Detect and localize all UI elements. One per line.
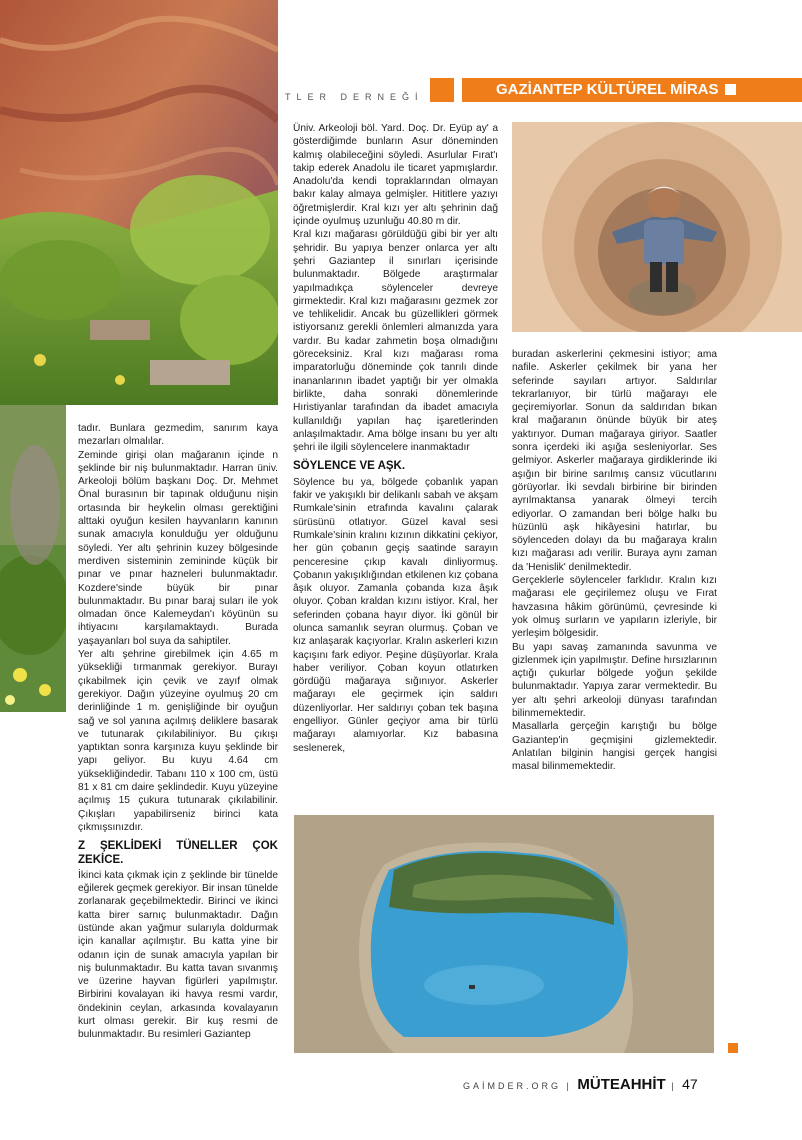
paragraph: tadır. Bunlara gezmedim, sanırım kaya mezarları olmalılar. bbox=[78, 423, 278, 448]
text-column-middle bbox=[293, 122, 498, 755]
paragraph: buradan askerlerini çekmesini istiyor; ama nafile. Askerler çekilmek bir yana her seferinde sayıları artıyor. Saldırılar tekrarlanıyor, bir türlü mağarayı ele geçiremiyorlar. Sonun da saldırıdan bıkan kral mağaranın önünde büyük bir ateş yaktırıyor. Duman mağaraya giriyor. Saatler sonra içerdeki iki aşığa sesleniyorlar. Ses gelmiyor. Askerler mağaraya girdiklerinde iki aşığın bir birine sarılmış cansız vücutlarını görüyorlar. İki sevdalı birbirine bir birinden ayrılmaktansa yanarak ölmeyi tercih ediyorlar. O zamandan beri bölge halkı bu hüzünlü aşk hikâyesini hatırlar, bu söylenceden dolayı da bu mağaraya kralın kızı mağarası adı verilir. Buraya aynı zaman da 'Henislik' denilmektedir. bbox=[512, 349, 717, 573]
paragraph: İkinci kata çıkmak için z şeklinde bir tünelde eğilerek geçmek gerekiyor. Bir insan tünelde zorlanarak geçebilmektedir. Birinci ve ikinci katta birer sarnıç bulunmaktadır. Dağın üstünde akan yağmur sularıyla doldurmak için kanallar açılmıştır. Bu katta yine bir odanın için de sunak amacıyla yapılan bir niş bulunmaktadır. Bu katta tavan sıvanmış ve üzerine hayvan figürleri yapılmıştır. Birbirini kovalayan iki havya resmi vardır, öndekinin ceylan, arkasında kovalayanın kurt olması gerekir. Bir kuş resmi de bulunmaktadır. Bu resimleri Gaziantep bbox=[78, 869, 278, 1041]
paragraph: Zeminde girişi olan mağaranın içinde n şeklinde bir niş bulunmaktadır. Harran üniv. Arkeoloji bölüm başkanı Doç. Dr. Mehmet Önal burasının bir tapınak olduğunu nişin ortasında bir heykelin olması gerektiğini alttaki oyuğun kesilen hayvanların kanının sunak amacıyla konulduğu yer olduğunu söyledi. Yer altı şehrinin kuzey bölgesinde merdiven sisteminin zemininde küçük bir pınar ve pınar hazneleri bulunmaktadır. Kozdere'sinde büyük bir pınar bulunmaktadır. Bu pınar baraj suları ile yok olmadan önce Kalemeydan'ı köyünün su ihtiyacını karşılamaktaydı. Burada yaşayanları bol suya da sahiptiler. bbox=[78, 449, 278, 647]
paragraph: Bu yapı savaş zamanında savunma ve gizlenmek için yapılmıştır. Define hırsızlarının açtığı çukurlar bölgede yoğun şekilde bulunmaktadır. Yapıya zarar vermektedir. Bu yer altı şehri arkeoloji dünyası tarafından bilinmemektedir. bbox=[512, 641, 717, 720]
title-square-icon bbox=[725, 84, 736, 95]
magazine-brand: MÜTEAHHİT bbox=[577, 1076, 666, 1093]
text-column-right bbox=[512, 348, 717, 774]
footer-separator: | bbox=[671, 1081, 677, 1091]
paragraph: Gerçeklerle söylenceler farklıdır. Kralın kızı mağarası ele geçirilemez oluşu ve Fırat havzasına hâkim görünümü, çevresinde ki yok olmuş surların ve yapıların izleriyle, bir yerleşim bölgesidir. bbox=[512, 575, 717, 640]
wildflower-photo bbox=[0, 405, 66, 712]
page-number: 47 bbox=[682, 1076, 698, 1092]
paragraph: Söylence bu ya, bölgede çobanlık yapan fakir ve yakışıklı bir delikanlı sabah ve akşam Rumkale'sinin etrafında kavalını çalarak sürüsünü otlatıyor. Güzel kaval sesi Rumkale'sinin kralını kızının dikkatini çekiyor, her gün çobanın geçiş saatinde sarayın penceresine çıkıp kavalı dinliyormuş. Çobanın yakışıklığından etkilenen kız çobana âşık oluyor. Zamanla çobanda kıza âşık oluyor. Çoban kraldan kızını istiyor. Kral, her seferinden çobana hayır diyor. İki gönül bir olunca samanlık seyran olurmuş. Çoban ve kız anlaşarak kaçıyorlar. Kralın askerleri kızın kaçışını fark ediyor. Peşine düşüyorlar. Krala haber veriliyor. Çoban koyun otlatırken gördüğü mağaraya sığınıyor. Askerler mağarayı ele geçirmek için saldırı düzenliyorlar. Her saldırıyı çoban tek başına engelliyor. Günler geçiyor ama bir türlü mağarayı alamıyorlar. Kız babasına seslenerek, bbox=[293, 476, 499, 754]
lake-view-cave-photo bbox=[294, 815, 714, 1053]
paragraph: Üniv. Arkeoloji böl. Yard. Doç. Dr. Eyüp ay' a gösterdiğimde bunların Asur döneminden kalmış olabileceğini söyledi. Asurlular Fırat'ı takip ederek Anadolu ile ticaret yapmışlardır. Anadolu'da kendi topraklarından olmayan bakır kalay almaya gelmişler. Hititlere yazıyı öğretmişlerdir. Kral kızı yer altı şehrinin dağ içinde oyulmuş uzunluğu 40.80 m dir. bbox=[293, 123, 498, 228]
section-heading: Z ŞEKLİDEKİ TÜNELLER ÇOK ZEKİCE. bbox=[78, 840, 278, 866]
paragraph: Masallarla gerçeğin karıştığı bu bölge Gaziantep'in geçmişini gizlemektedir. Anlatılan bilginin hangisi gerçek hangisi masal bilinmemektedir. bbox=[512, 721, 717, 773]
text-column-left bbox=[78, 422, 278, 1042]
footer-separator: | bbox=[566, 1081, 572, 1091]
corner-accent-square bbox=[728, 1043, 738, 1053]
section-title-bar bbox=[462, 78, 802, 102]
page-footer bbox=[463, 1076, 698, 1093]
well-shaft-photo bbox=[512, 122, 802, 332]
paragraph: Kral kızı mağarası görüldüğü gibi bir yer altı şehridir. Bu yapıya benzer onlarca yer altı şehri Gaziantep il sınırları içerisinde bulunmaktadır. Bölgede araştırmalar yapılmadıkça söylenceler devreye girmektedir. Kral kızı mağarasını gezmek zor ve tehlikelidir. Ancak bu güzellikleri görmek istiyorsanız gerekli önlemleri almanızda yara vardır. Bu kadar zahmetin boşa olmadığını göreceksiniz. Kral kızı mağarası roma imparatorluğu döneminde çok tanrılı dinde inananlarının ibadet yaptığı bir yer olmakla birlikte, daha sonraki dönemlerinde Hıristiyanlar tarafından da ibadet amacıyla kullanıldığı yapılan haç işaretlerinden anlaşılmaktadır. Ama bölge insanı bu yer altı şehri ile ilgili söylencelere inanmaktadır bbox=[293, 229, 498, 454]
paragraph: Yer altı şehrine girebilmek için 4.65 m yüksekliği tırmanmak gerekiyor. Burayı çıkabilmek için çevik ve zayıf olmak gerekiyor. Dağın yüzeyine oyulmuş 20 cm derinliğinde 1 m. genişliğinde bir oyuğun sağ ve sol yanına açılmış deliklere basarak ve tutunarak çıkılabiliniyor. Bu çıkışı yaptıktan sonra karşınıza kuyu şeklinde bir yapı geliyor. Bu kuyu 4.64 cm yüksekliğindedir. Tabanı 110 x 100 cm, üstü 81 x 81 cm daire şeklindedir. Kuyu yüzeyine açılmış 15 çukura tutunarak çıkılabilinir. Çıkışları yapabilirseniz birinci kata çıkmışsınızdır. bbox=[78, 649, 278, 833]
organization-header-fragment: TLER DERNEĞİ bbox=[285, 92, 424, 102]
cliff-landscape-photo bbox=[0, 0, 278, 405]
section-heading: SÖYLENCE VE AŞK. bbox=[293, 460, 406, 473]
header-accent-square bbox=[430, 78, 454, 102]
footer-site-link[interactable]: GAİMDER.ORG bbox=[463, 1081, 562, 1091]
section-title: GAZİANTEP KÜLTÜREL MİRAS bbox=[496, 81, 719, 98]
